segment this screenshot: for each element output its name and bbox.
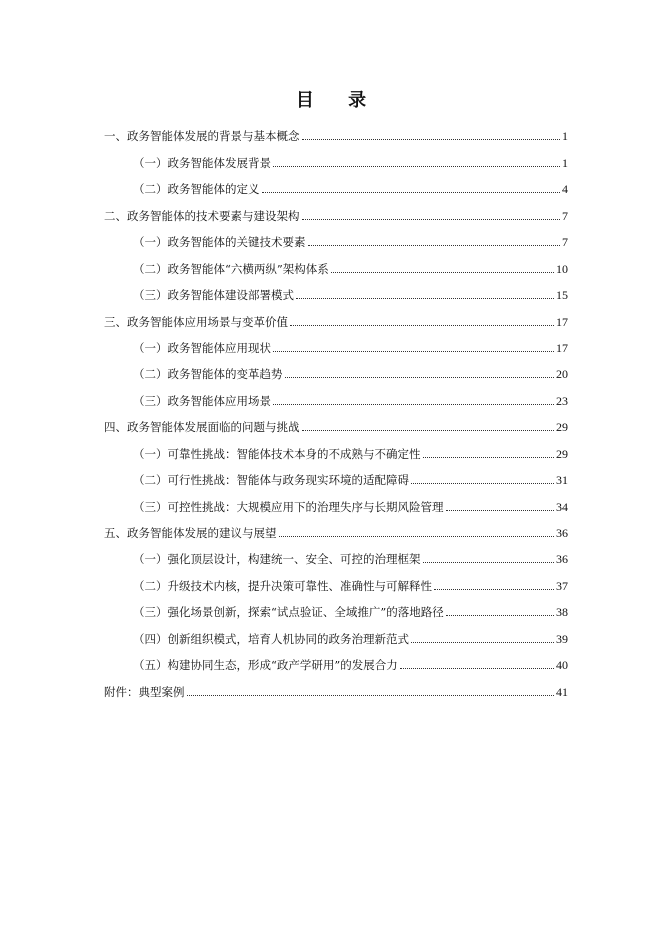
toc-page-number: 36: [556, 552, 568, 567]
dot-leader: [279, 536, 555, 537]
toc-chapter-entry[interactable]: [104, 514, 568, 540]
dot-leader: [400, 668, 554, 669]
toc-section-entry[interactable]: [104, 593, 568, 619]
toc-entry-title: （二）可行性挑战：智能体与政务现实环境的适配障碍: [133, 473, 409, 488]
toc-section-entry[interactable]: [104, 329, 568, 355]
dot-leader: [273, 404, 554, 405]
dot-leader: [446, 615, 554, 616]
toc-entry-title: （三）政务智能体应用场景: [133, 393, 271, 408]
toc-entry-title: （三）可控性挑战：大规模应用下的治理失序与长期风险管理: [133, 499, 444, 514]
toc-entry-title: （二）升级技术内核，提升决策可靠性、准确性与可解释性: [133, 578, 432, 593]
dot-leader: [423, 457, 555, 458]
toc-section-entry[interactable]: [104, 223, 568, 249]
page-title: 目 录: [295, 90, 381, 111]
toc-entry-title: 二、政务智能体的技术要素与建设架构: [104, 208, 300, 223]
toc-page-number: 41: [556, 684, 568, 699]
toc-section-entry[interactable]: [104, 170, 568, 196]
toc-section-entry[interactable]: [104, 540, 568, 566]
dot-leader: [302, 430, 555, 431]
toc-entry-title: （四）创新组织模式，培育人机协同的政务治理新范式: [133, 631, 409, 646]
toc-entry-title: （二）政务智能体的变革趋势: [133, 367, 283, 382]
toc-section-entry[interactable]: [104, 434, 568, 460]
toc-page-number: 31: [556, 473, 568, 488]
dot-leader: [273, 166, 560, 167]
dot-leader: [273, 351, 554, 352]
toc-page-number: 17: [556, 314, 568, 329]
dot-leader: [308, 245, 561, 246]
dot-leader: [285, 377, 555, 378]
toc-section-entry[interactable]: [104, 619, 568, 645]
toc-entry-title: （二）政务智能体“六横两纵”架构体系: [133, 261, 329, 276]
dot-leader: [411, 483, 554, 484]
toc-entry-title: （一）政务智能体应用现状: [133, 340, 271, 355]
toc-page-number: 4: [562, 182, 568, 197]
toc-entry-title: （三）政务智能体建设部署模式: [133, 288, 294, 303]
toc-page-number: 1: [562, 155, 568, 170]
toc-section-entry[interactable]: [104, 461, 568, 487]
toc-section-entry[interactable]: [104, 381, 568, 407]
toc-entry-title: （一）政务智能体的关键技术要素: [133, 235, 306, 250]
toc-entry-title: （五）构建协同生态，形成“政产学研用”的发展合力: [133, 658, 398, 673]
dot-leader: [302, 139, 561, 140]
toc-entry-title: （二）政务智能体的定义: [133, 182, 260, 197]
toc-entry-title: （一）可靠性挑战：智能体技术本身的不成熟与不确定性: [133, 446, 421, 461]
toc-page-number: 15: [556, 288, 568, 303]
toc-page-number: 7: [562, 208, 568, 223]
dot-leader: [434, 589, 554, 590]
toc-entry-title: 四、政务智能体发展面临的问题与挑战: [104, 420, 300, 435]
toc-entry-title: 三、政务智能体应用场景与变革价值: [104, 314, 288, 329]
toc-page-number: 39: [556, 631, 568, 646]
toc-page-number: 23: [556, 393, 568, 408]
dot-leader: [302, 219, 561, 220]
toc-entry-title: 一、政务智能体发展的背景与基本概念: [104, 129, 300, 144]
dot-leader: [331, 272, 554, 273]
toc-entry-title: （一）强化顶层设计，构建统一、安全、可控的治理框架: [133, 552, 421, 567]
dot-leader: [187, 695, 555, 696]
toc-entry-title: 五、政务智能体发展的建议与展望: [104, 526, 277, 540]
toc-page-number: 1: [562, 129, 568, 144]
toc-section-entry[interactable]: [104, 276, 568, 302]
toc-section-entry[interactable]: [104, 143, 568, 169]
toc-page-number: 40: [556, 658, 568, 673]
toc-section-entry[interactable]: [104, 646, 568, 672]
toc-chapter-entry[interactable]: [104, 672, 568, 698]
toc-page-number: 34: [556, 499, 568, 514]
toc-page-number: 20: [556, 367, 568, 382]
toc-section-entry[interactable]: [104, 487, 568, 513]
table-of-contents: [104, 117, 568, 699]
toc-page-number: 29: [556, 446, 568, 461]
toc-page-number: 7: [562, 235, 568, 250]
toc-section-entry[interactable]: [104, 355, 568, 381]
dot-leader: [411, 642, 554, 643]
toc-section-entry[interactable]: [104, 566, 568, 592]
toc-page-number: 37: [556, 578, 568, 593]
toc-chapter-entry[interactable]: [104, 117, 568, 143]
toc-chapter-entry[interactable]: [104, 302, 568, 328]
toc-section-entry[interactable]: [104, 249, 568, 275]
toc-page-number: 38: [556, 605, 568, 620]
toc-page-number: 17: [556, 340, 568, 355]
dot-leader: [296, 298, 554, 299]
dot-leader: [446, 510, 555, 511]
toc-chapter-entry[interactable]: [104, 408, 568, 434]
dot-leader: [290, 325, 554, 326]
toc-page-number: 10: [556, 261, 568, 276]
toc-page-number: 29: [556, 420, 568, 435]
dot-leader: [423, 562, 555, 563]
dot-leader: [262, 192, 561, 193]
toc-entry-title: 附件：典型案例: [104, 684, 185, 699]
toc-entry-title: （一）政务智能体发展背景: [133, 155, 271, 170]
toc-chapter-entry[interactable]: [104, 196, 568, 222]
toc-entry-title: （三）强化场景创新，探索“试点验证、全域推广”的落地路径: [133, 605, 444, 620]
toc-page-number: 36: [556, 526, 568, 540]
